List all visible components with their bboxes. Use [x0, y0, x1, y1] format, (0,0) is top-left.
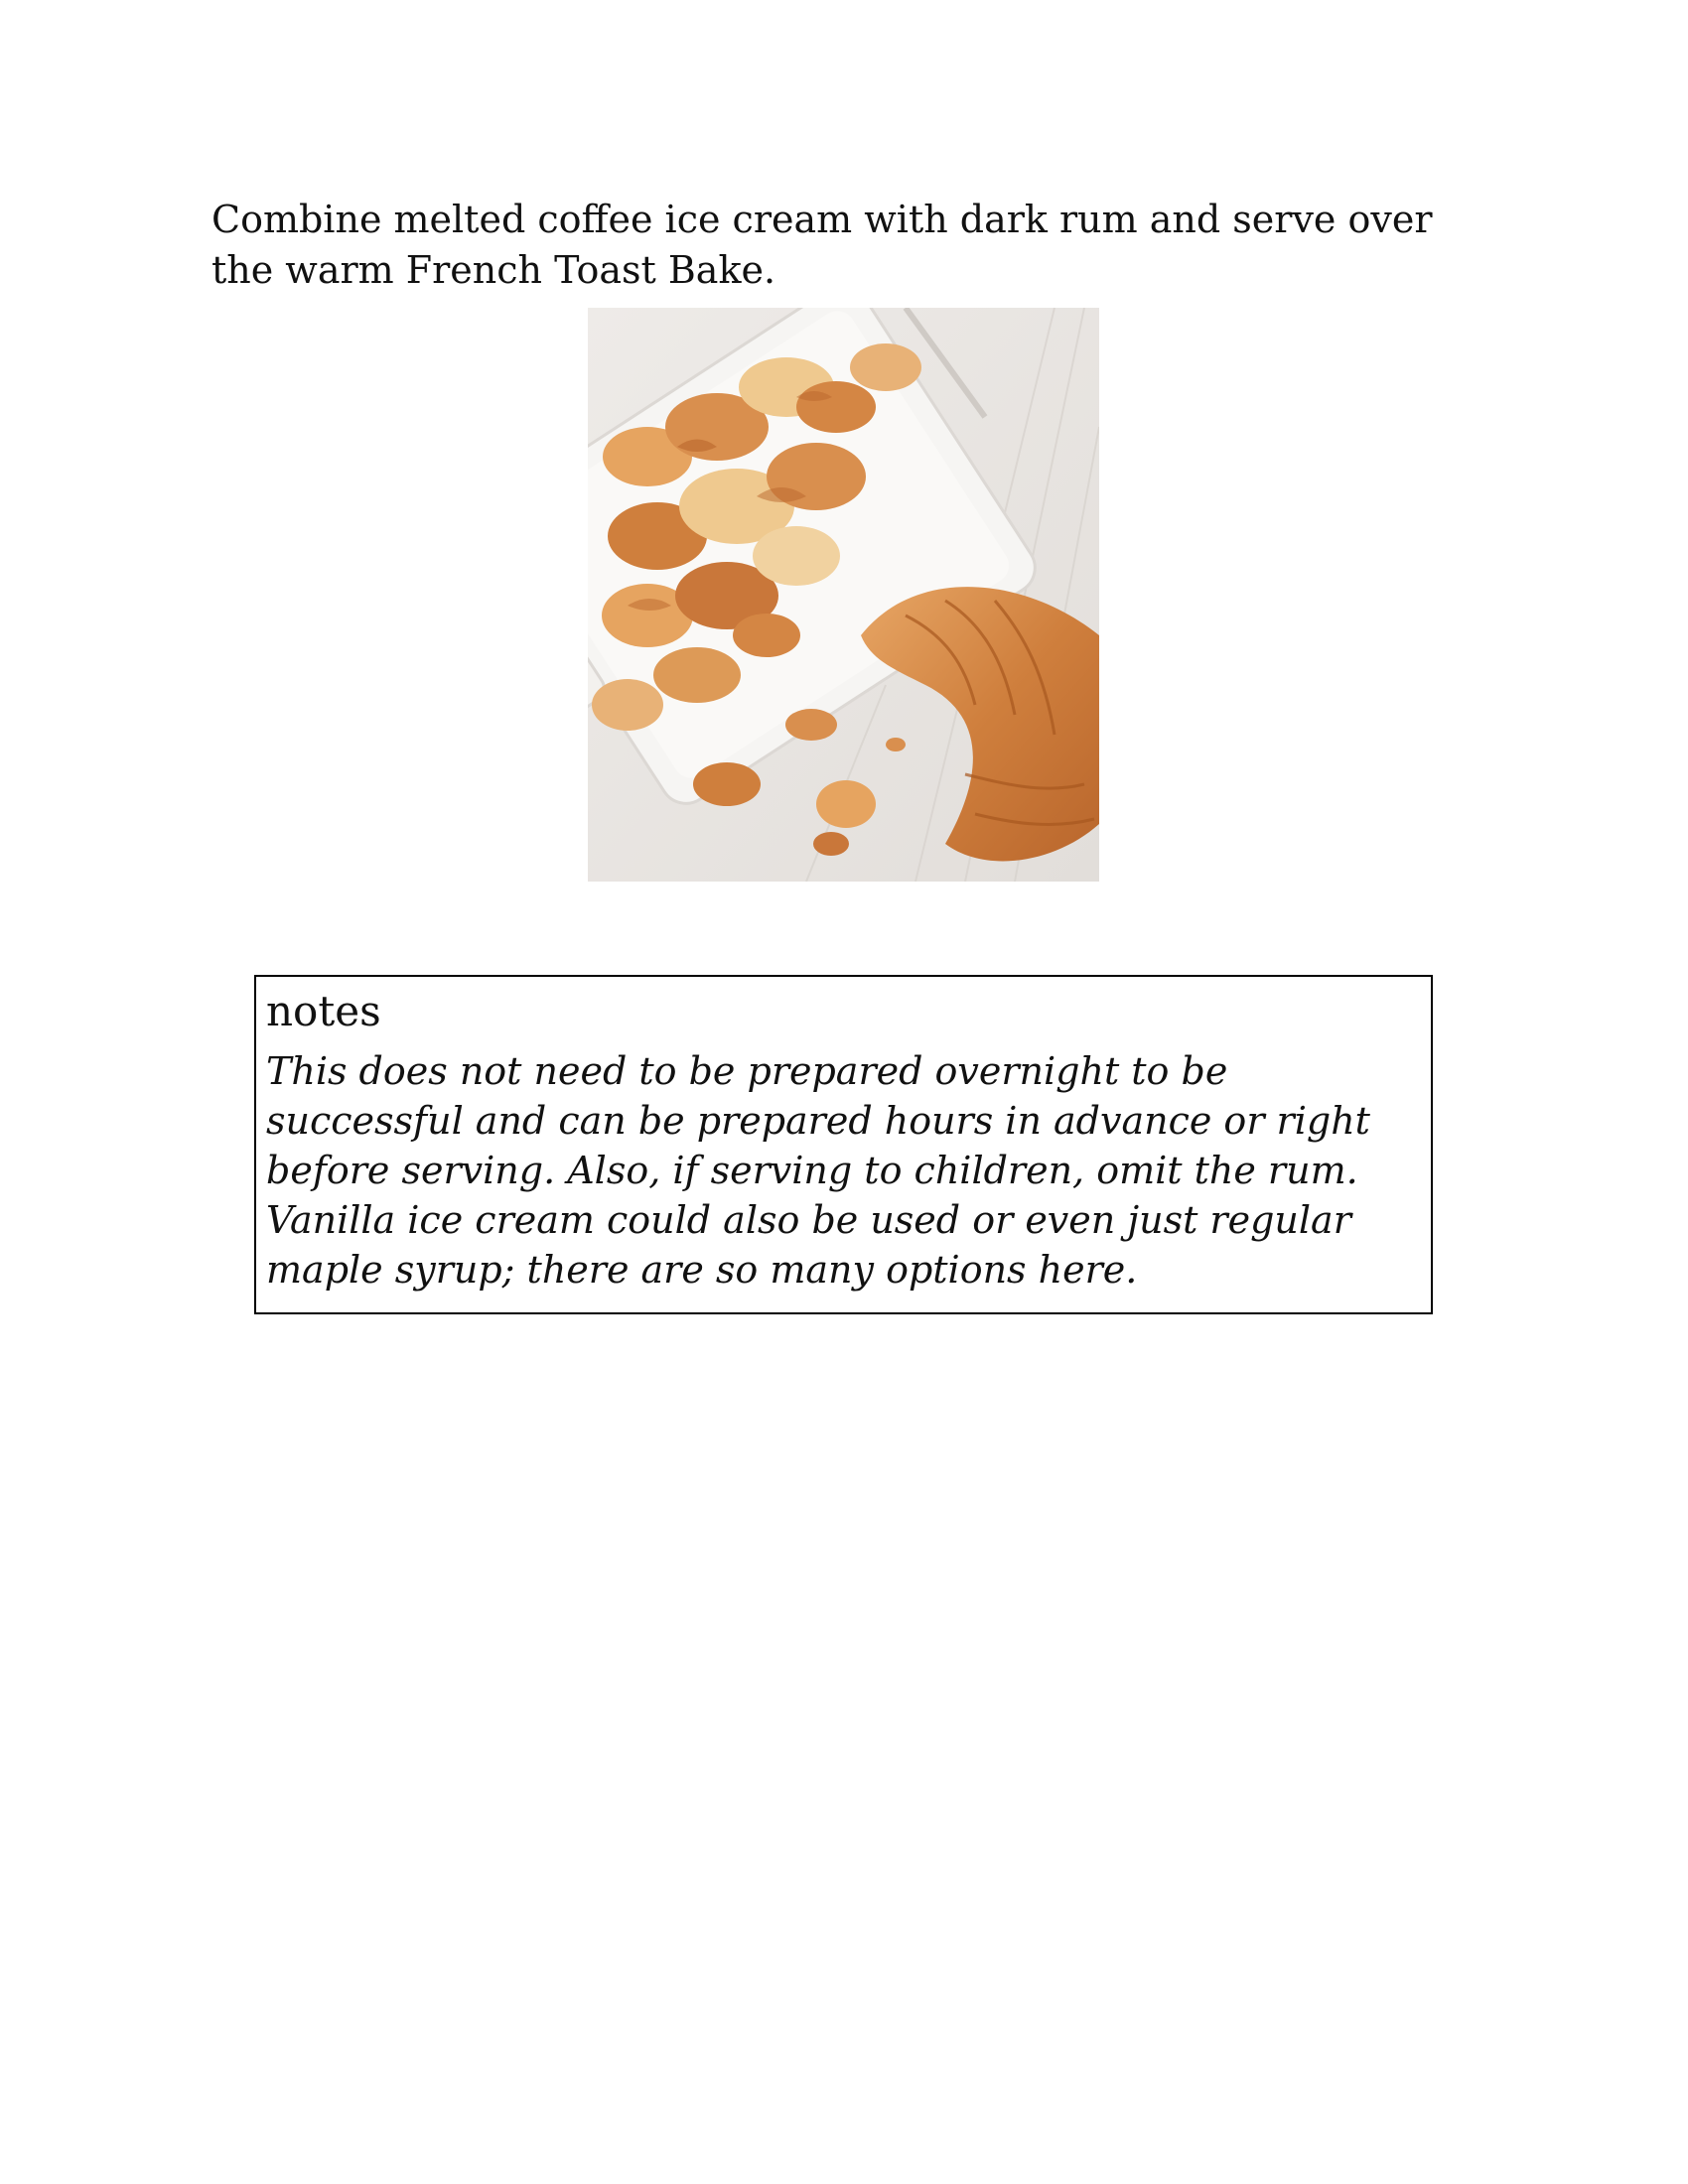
notes-body: This does not need to be prepared overnight to be successful and can be prepared hours in advance or right before serving. Also, if serving to children, omit the rum. Vanilla ice cream could also be used or even just regular maple syrup; there are so many options here.	[266, 1049, 1370, 1292]
croissant-dish-photo	[588, 308, 1099, 882]
notes-box	[254, 975, 1433, 1314]
notes-heading: notes	[266, 987, 381, 1035]
intro-paragraph: Combine melted coffee ice cream with dark rum and serve over the warm French Toast Bake.	[211, 198, 1433, 292]
